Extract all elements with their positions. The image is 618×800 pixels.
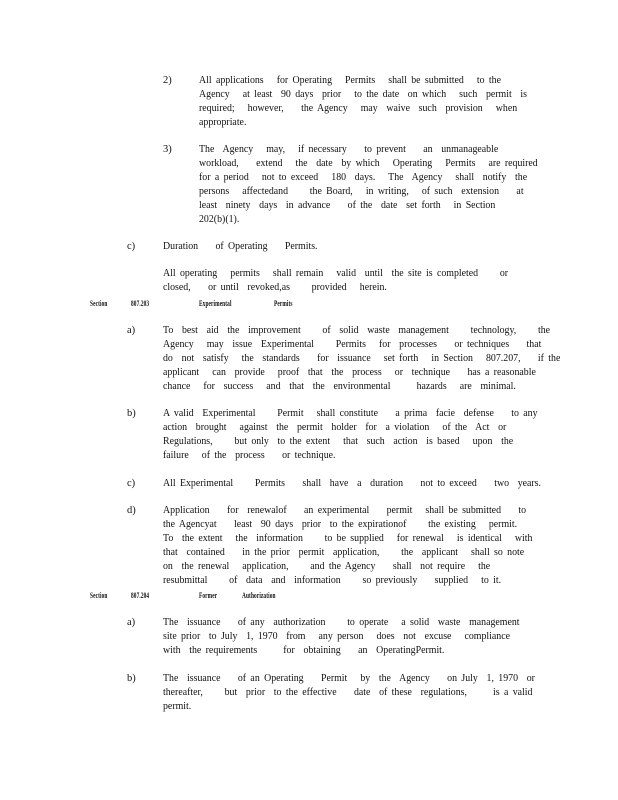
item-label: 3) [163, 144, 172, 155]
text-line: Agency at least 90 days prior to the date on which such permit is [199, 89, 528, 100]
text-line: with the requirements for obtaining an OperatingPermit. [163, 645, 445, 656]
text-line: All operating permits shall remain valid until the site is completed or [163, 268, 509, 279]
item-label: d) [127, 505, 136, 516]
text-line: The issuance of an Operating Permit by the Agency on July 1, 1970 or [163, 673, 535, 684]
text-line: resubmittal of data and information so previously supplied to it. [163, 575, 502, 586]
text-line: that contained in the prior permit application, the applicant shall so note [163, 547, 525, 558]
text-line: All Experimental Permits shall have a duration not to exceed two years. [163, 478, 541, 489]
item-label: b) [127, 673, 136, 684]
item-label: a) [127, 325, 136, 336]
text-line: applicant can provide proof that the process or technique has a reasonable [163, 367, 536, 378]
section-word: Section [90, 590, 108, 600]
section-number: 807.203 [131, 298, 150, 308]
text-line: chance for success and that the environmental hazards are minimal. [163, 381, 516, 392]
item-label: a) [127, 617, 136, 628]
text-line: Agency may issue Experimental Permits for processes or techniques that [163, 339, 542, 350]
section-title: Authorization [242, 590, 276, 600]
section-number: 807.204 [131, 590, 150, 600]
text-line: closed, or until revoked,as provided herein. [163, 282, 387, 293]
text-line: To best aid the improvement of solid waste management technology, the [163, 325, 551, 336]
item-label: c) [127, 478, 136, 489]
text-line: on the renewal application, and the Agency shall not require the [163, 561, 491, 572]
text-line: A valid Experimental Permit shall constitute a prima facie defense to any [163, 408, 538, 419]
text-line: site prior to July 1, 1970 from any person does not excuse compliance [163, 631, 510, 642]
section-word: Section [90, 298, 108, 308]
item-label: b) [127, 408, 136, 419]
text-line: for a period not to exceed 180 days. The Agency shall notify the [199, 172, 528, 183]
text-line: the Agencyat least 90 days prior to the expirationof the existing permit. [163, 519, 518, 530]
text-line: workload, extend the date by which Operating Permits are required [199, 158, 538, 169]
text-line: To the extent the information to be supplied for renewal is identical with [163, 533, 533, 544]
section-title: Experimental [199, 298, 232, 308]
section-title: Permits [274, 298, 293, 308]
text-line: The Agency may, if necessary to prevent an unmanageable [199, 144, 499, 155]
text-line: All applications for Operating Permits shall be submitted to the [199, 75, 501, 86]
item-label: c) [127, 241, 136, 252]
section-title: Former [199, 590, 218, 600]
text-line: thereafter, but prior to the effective date of these regulations, is a valid [163, 687, 533, 698]
text-line: failure of the process or technique. [163, 450, 336, 461]
text-line: Regulations, but only to the extent that such action is based upon the [163, 436, 514, 447]
text-line: least ninety days in advance of the date set forth in Section [199, 200, 496, 211]
item-label: 2) [163, 75, 172, 86]
text-line: required; however, the Agency may waive such provision when [199, 103, 518, 114]
text-line: Duration of Operating Permits. [163, 241, 318, 252]
text-line: persons affectedand the Board, in writing, of such extension at [199, 186, 524, 197]
text-line: appropriate. [199, 117, 247, 128]
text-line: The issuance of any authorization to operate a solid waste management [163, 617, 520, 628]
text-line: Application for renewalof an experimental permit shall be submitted to [163, 505, 527, 516]
text-line: permit. [163, 701, 192, 712]
text-line: do not satisfy the standards for issuance set forth in Section 807.207, if the [163, 353, 561, 364]
text-line: 202(b)(1). [199, 214, 240, 225]
text-line: action brought against the permit holder for a violation of the Act or [163, 422, 507, 433]
